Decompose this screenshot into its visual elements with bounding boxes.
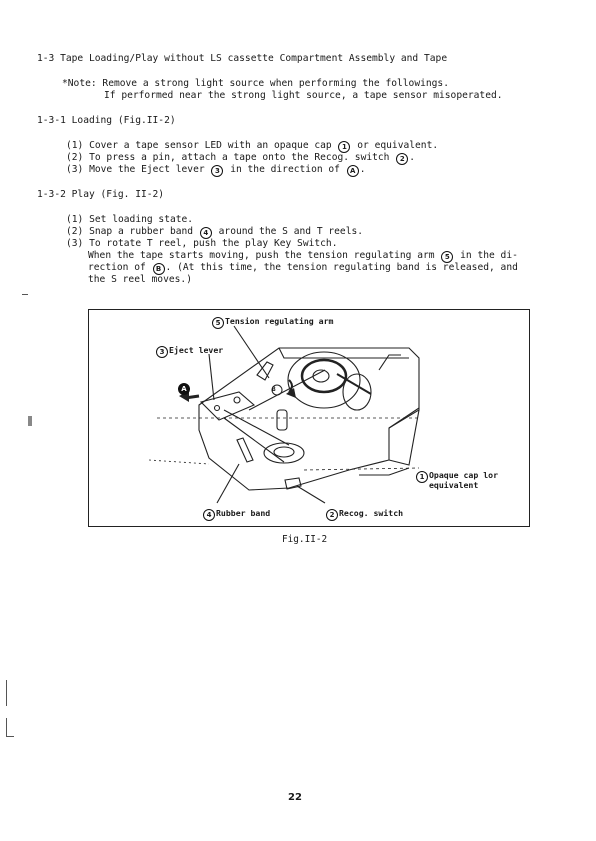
callout-2-icon: 2 [396, 153, 408, 165]
play-paragraph-line-3: the S reel moves.) [88, 274, 192, 285]
mechanism-drawing [89, 310, 531, 528]
step-text-end: . [359, 164, 366, 175]
callout-b-icon: B [153, 263, 165, 275]
step-text-end: . [409, 152, 416, 163]
step-text-mid: in the direction of [230, 164, 340, 175]
callout-a-icon: A [178, 383, 190, 395]
callout-a-icon: A [347, 165, 359, 177]
callout-5-icon: 5 [212, 317, 224, 329]
callout-4-icon: 4 [200, 227, 212, 239]
step-number: (3) [66, 164, 84, 175]
label-text: Rubber band [216, 508, 271, 518]
section-heading: 1-3 Tape Loading/Play without LS cassette Compartment Assembly and Tape [37, 53, 448, 64]
play-step-3 [66, 238, 337, 250]
callout-3-icon: 3 [156, 346, 168, 358]
para-text-end: in the di- [460, 250, 518, 261]
step-number: (2) [66, 226, 84, 237]
step-number: (1) [66, 214, 84, 225]
scan-mark [28, 416, 32, 426]
callout-2-icon: 2 [326, 509, 338, 521]
label-text: Eject lever [169, 345, 224, 355]
step-text-end: or equivalent. [357, 140, 439, 151]
note-line-1: *Note: Remove a strong light source when performing the followings. [62, 78, 449, 89]
scan-mark [6, 680, 7, 706]
figure-caption: Fig.II-2 [282, 534, 328, 545]
recog-switch-label [325, 508, 403, 521]
step-text: Set loading state. [89, 214, 194, 225]
step-text: To rotate T reel, push the play Key Switch. [89, 238, 338, 249]
step-text: Move the Eject lever [89, 164, 205, 175]
scan-mark [6, 736, 14, 737]
label-text: Tension regulating arm [225, 316, 334, 326]
marker-a-label [177, 382, 191, 395]
note-line-2: If performed near the strong light source, a tape sensor misoperated. [104, 90, 503, 101]
callout-1-icon: 1 [416, 471, 428, 483]
step-text: Snap a rubber band [89, 226, 194, 237]
page-number: 22 [288, 792, 302, 803]
para-text: rection of [88, 262, 146, 273]
loading-step-3 [66, 164, 366, 177]
tension-arm-label [211, 316, 333, 329]
step-text: Cover a tape sensor LED with an opaque cap [89, 140, 332, 151]
step-number: (2) [66, 152, 84, 163]
play-step-1 [66, 214, 193, 226]
callout-5-icon: 5 [441, 251, 453, 263]
opaque-cap-label-line-2: equivalent [429, 480, 479, 490]
label-text: Recog. switch [339, 508, 404, 518]
label-text: Opaque cap lor [429, 470, 499, 480]
step-number: (1) [66, 140, 84, 151]
callout-1-icon: 1 [338, 141, 350, 153]
marker-b-text: B [272, 386, 276, 393]
callout-4-icon: 4 [203, 509, 215, 521]
step-text: To press a pin, attach a tape onto the Recog. switch [89, 152, 390, 163]
para-text-end: . (At this time, the tension regulating band is released, and [165, 262, 518, 273]
para-text: When the tape starts moving, push the tension regulating arm [88, 250, 435, 261]
scan-mark [22, 294, 28, 295]
figure-ii-2 [88, 309, 530, 527]
scan-mark [6, 718, 7, 736]
rubber-band-label [202, 508, 270, 521]
loading-title: 1-3-1 Loading (Fig.II-2) [37, 115, 176, 126]
step-number: (3) [66, 238, 84, 249]
step-text-end: around the S and T reels. [218, 226, 364, 237]
eject-lever-label [155, 345, 223, 358]
callout-3-icon: 3 [211, 165, 223, 177]
marker-b-label [272, 385, 276, 395]
play-title: 1-3-2 Play (Fig. II-2) [37, 189, 165, 200]
